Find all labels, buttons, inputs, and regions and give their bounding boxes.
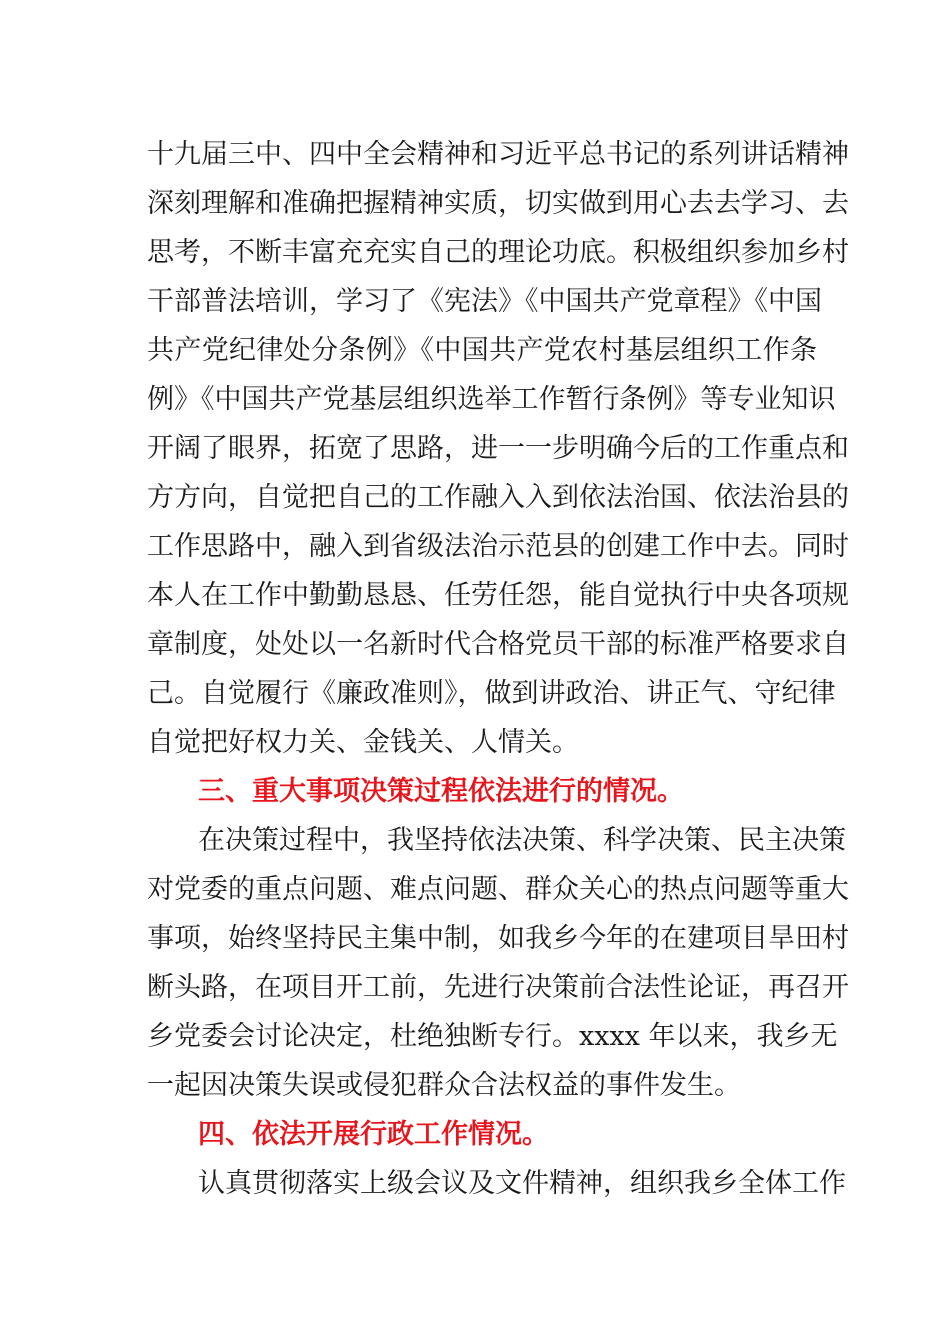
paragraph-line: 深刻理解和准确把握精神实质，切实做到用心去去学习、去	[147, 188, 849, 219]
paragraph-line: 己。自觉履行《廉政准则》，做到讲政治、讲正气、守纪律	[147, 678, 836, 709]
paragraph-line: 认真贯彻落实上级会议及文件精神，组织我乡全体工作	[198, 1168, 846, 1199]
paragraph-line: 开阔了眼界，拓宽了思路，进一一步明确今后的工作重点和	[147, 433, 849, 464]
section-heading: 四、依法开展行政工作情况。	[198, 1119, 549, 1150]
paragraph-line: 在决策过程中，我坚持依法决策、科学决策、民主决策	[198, 825, 846, 856]
section-heading: 三、重大事项决策过程依法进行的情况。	[198, 776, 684, 807]
paragraph-line: 事项，始终坚持民主集中制，如我乡今年的在建项目旱田村	[147, 923, 849, 954]
paragraph-line: 十九届三中、四中全会精神和习近平总书记的系列讲话精神	[147, 139, 849, 170]
paragraph-line: 本人在工作中勤勤恳恳、任劳任怨，能自觉执行中央各项规	[147, 580, 849, 611]
paragraph-line: 共产党纪律处分条例》《中国共产党农村基层组织工作条	[147, 335, 817, 366]
paragraph-line: 自觉把好权力关、金钱关、人情关。	[147, 727, 579, 758]
paragraph-line: 对党委的重点问题、难点问题、群众关心的热点问题等重大	[147, 874, 849, 905]
paragraph-line: 一起因决策失误或侵犯群众合法权益的事件发生。	[147, 1070, 741, 1101]
paragraph-line: 乡党委会讨论决定，杜绝独断专行。xxxx 年以来，我乡无	[147, 1021, 838, 1052]
paragraph-line: 工作思路中，融入到省级法治示范县的创建工作中去。同时	[147, 531, 849, 562]
paragraph-line: 例》《中国共产党基层组织选举工作暂行条例》等专业知识	[147, 384, 836, 415]
paragraph-line: 章制度，处处以一名新时代合格党员干部的标准严格要求自	[147, 629, 849, 660]
paragraph-line: 断头路，在项目开工前，先进行决策前合法性论证，再召开	[147, 972, 849, 1003]
paragraph-line: 干部普法培训，学习了《宪法》《中国共产党章程》《中国	[147, 286, 822, 317]
paragraph-line: 方方向，自觉把自己的工作融入入到依法治国、依法治县的	[147, 482, 849, 513]
paragraph-line: 思考，不断丰富充充实自己的理论功底。积极组织参加乡村	[147, 237, 849, 268]
